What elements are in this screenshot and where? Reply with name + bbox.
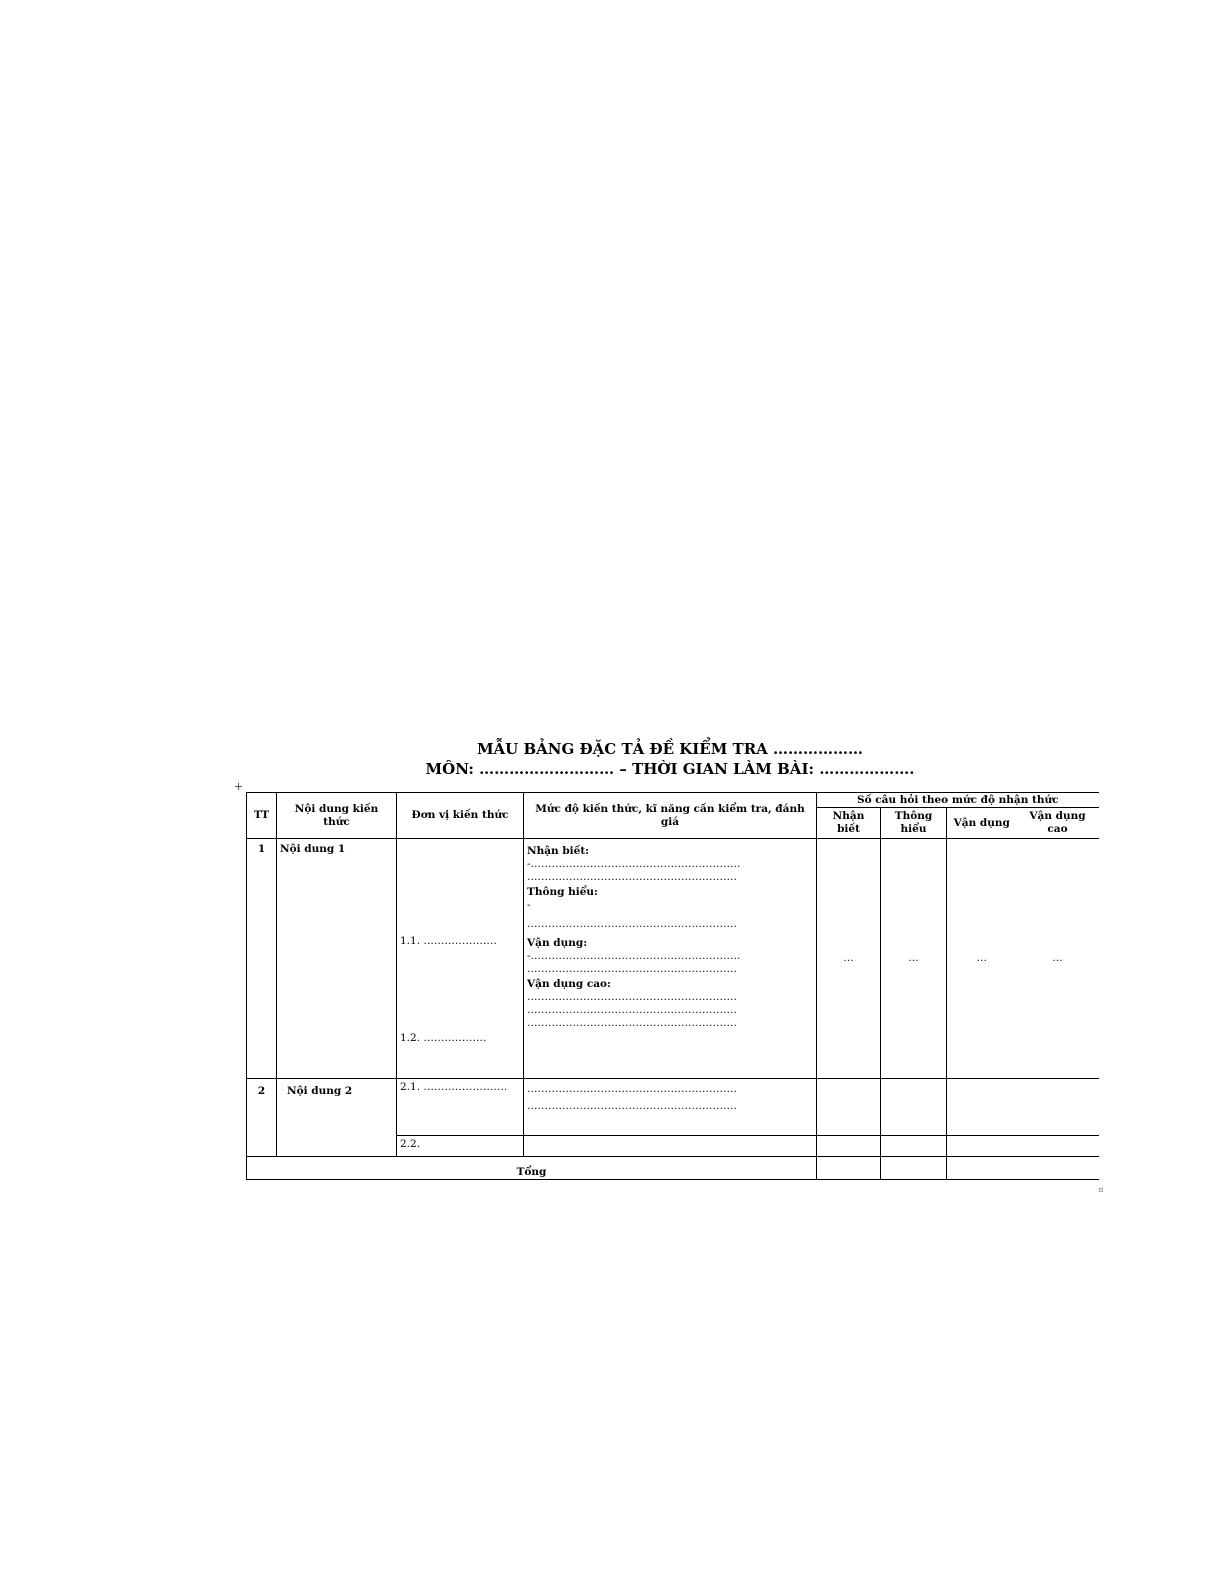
level-line: …………………………………………………… [527, 1083, 737, 1095]
header-level-recognize: Nhận biết [817, 808, 881, 839]
count-apply: … [947, 839, 1017, 1079]
level-line: - [527, 899, 531, 911]
unit-item: 1.2. ……………… [400, 1032, 487, 1044]
row-level-desc [524, 1079, 817, 1136]
row-number: 2 [247, 1079, 277, 1157]
count-apply-high [1017, 1079, 1099, 1136]
header-content: Nội dung kiến thức [277, 793, 397, 839]
count-apply [947, 1079, 1017, 1136]
count-understand [881, 1079, 947, 1136]
header-level-apply-high: Vận dụng cao [1017, 808, 1099, 839]
total-apply-high [1017, 1157, 1099, 1180]
row-number: 1 [247, 839, 277, 1079]
level-line: …………………………………………………… [527, 991, 737, 1003]
total-understand [881, 1157, 947, 1180]
document-title: MẪU BẢNG ĐẶC TẢ ĐỀ KIỂM TRA ……………… [476, 740, 864, 758]
level-label: Vận dụng: [527, 937, 588, 949]
level-line: …………………………………………………… [527, 918, 737, 930]
spec-table [246, 792, 1099, 1180]
table-row [247, 1079, 1099, 1136]
header-tt: TT [247, 793, 277, 839]
level-label: Nhận biết: [527, 845, 590, 857]
row-level-desc [524, 839, 817, 1079]
count-apply-high: … [1017, 839, 1099, 1079]
total-recognize [817, 1157, 881, 1180]
level-line: …………………………………………………… [527, 871, 737, 883]
level-line: -…………………………………………………… [527, 950, 741, 962]
count-recognize: … [817, 839, 881, 1079]
unit-item: 2.2. [397, 1136, 524, 1157]
total-label: Tổng [247, 1157, 817, 1180]
row-content: Nội dung 2 [277, 1079, 397, 1157]
row-level-desc [524, 1136, 817, 1157]
total-row [247, 1157, 1099, 1180]
count-recognize [817, 1079, 881, 1136]
level-label: Vận dụng cao: [527, 978, 611, 990]
header-unit: Đơn vị kiến thức [397, 793, 524, 839]
total-apply [947, 1157, 1017, 1180]
level-line: …………………………………………………… [527, 963, 737, 975]
level-line: …………………………………………………… [527, 1004, 737, 1016]
cell-end-mark-icon: ¤ [1098, 1186, 1104, 1196]
table-move-handle-icon[interactable]: + [234, 780, 244, 793]
header-question-count: Số câu hỏi theo mức độ nhận thức [817, 793, 1099, 808]
unit-item: 1.1. ………………… [400, 935, 497, 947]
count-understand: … [881, 839, 947, 1079]
count-understand [881, 1136, 947, 1157]
count-apply [947, 1136, 1017, 1157]
header-level-understand: Thông hiểu [881, 808, 947, 839]
table-row [247, 839, 1099, 1079]
level-line: …………………………………………………… [527, 1100, 737, 1112]
row-content: Nội dung 1 [277, 839, 397, 1079]
count-apply-high [1017, 1136, 1099, 1157]
header-level-apply: Vận dụng [947, 808, 1017, 839]
level-label: Thông hiểu: [527, 886, 598, 898]
count-recognize [817, 1136, 881, 1157]
document-subtitle: MÔN: ……………………… – THỜI GIAN LÀM BÀI: ………………. [425, 760, 915, 778]
level-line: -…………………………………………………… [527, 858, 741, 870]
level-line: …………………………………………………… [527, 1017, 737, 1029]
row-units [397, 839, 524, 1079]
unit-item: 2.1. …………………… [397, 1079, 524, 1136]
header-level-desc: Mức độ kiến thức, kĩ năng cần kiểm tra, đánh giá [524, 793, 817, 839]
